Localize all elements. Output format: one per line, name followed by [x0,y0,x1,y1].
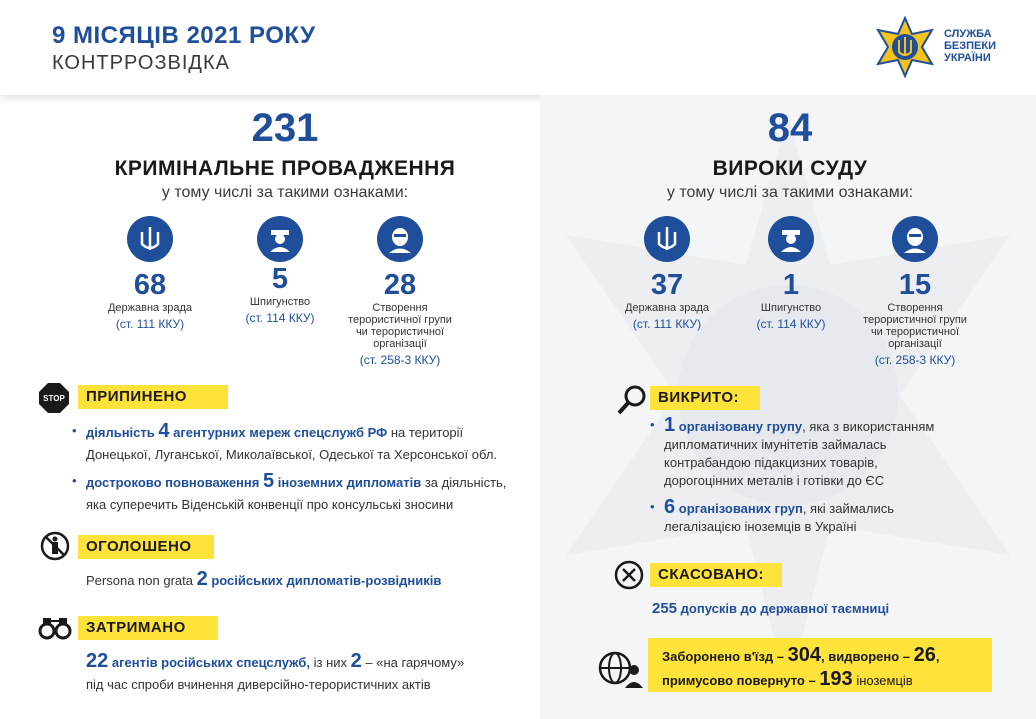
right-section-title: ВИРОКИ СУДУ [712,157,868,180]
detained-text: 22 агентів російських спецслужб, із них 2 – «на гарячому» під час спроби вчинення диверсійно-терористичних актів [86,650,465,692]
tag-cancelled: СКАСОВАНО: [650,563,782,587]
left-section-title: КРИМІНАЛЬНЕ ПРОВАДЖЕННЯ [114,157,456,180]
stat-treason-verdicts: 37 Державна зрада (ст. 111 ККУ) [617,216,717,332]
stat-espionage-verdicts: 1 Шпигунство (ст. 114 ККУ) [741,216,841,332]
trident-icon [644,216,690,262]
org-name: СЛУЖБА БЕЗПЕКИ УКРАЇНИ [944,28,996,64]
stat-terror-group: 28 Створення терористичної групи чи терористичної організації (ст. 258-3 ККУ) [335,216,465,368]
stat-terror-group-verdicts: 15 Створення терористичної групи чи терористичної організації (ст. 258-3 ККУ) [850,216,980,368]
tag-stopped: ПРИПИНЕНО [78,385,228,409]
sbu-emblem-icon [872,16,938,78]
announced-text: Persona non grata 2 російських дипломатів-розвідників [86,568,442,590]
trident-icon [127,216,173,262]
tag-detained: ЗАТРИМАНО [78,616,218,640]
tag-announced: ОГОЛОШЕНО [78,535,214,559]
right-big-number: 84 [767,106,813,150]
page-subtitle: КОНТРРОЗВІДКА [52,52,230,74]
masked-terrorist-icon [377,216,423,262]
stat-espionage: 5 Шпигунство (ст. 114 ККУ) [230,216,330,326]
header [0,0,1036,95]
page-title: 9 МІСЯЦІВ 2021 РОКУ [52,22,316,49]
stopped-bullet-1: • діяльність 4 агентурних мереж спецслужб РФ на території Донецької, Луганської, Миколаївської, Одеської та Херсонської обл. [72,420,498,462]
cancel-x-icon [614,560,644,590]
handcuffs-icon [38,614,72,644]
globe-person-icon [598,648,644,688]
left-section-subtitle: у тому числі за такими ознаками: [161,184,409,201]
no-entry-person-icon [40,531,70,561]
masked-terrorist-icon [892,216,938,262]
tag-exposed: ВИКРИТО: [650,386,760,410]
exposed-bullet-1: • 1 організовану групу, яка з використанням дипломатичних імунітетів займалась контрабандою підакцизних товарів, дорогоцінних металів і готівки до ЄС [650,414,935,488]
stat-treason: 68 Державна зрада (ст. 111 ККУ) [100,216,200,332]
exposed-bullet-2: • 6 організованих груп, які займались легалізацією іноземців в Україні [650,496,895,534]
spy-icon [768,216,814,262]
stop-sign-icon [38,382,70,414]
svg-text:STOP: STOP [43,394,65,403]
right-section-subtitle: у тому числі за такими ознаками: [666,184,914,201]
cancelled-text: 255 допусків до державної таємниці [652,600,890,617]
stopped-bullet-2: • достроково повноваження 5 іноземних дипломатів за діяльність, яка суперечить Віденській конвенції про консульські зносини [72,470,507,512]
magnifier-icon [616,384,648,416]
banner-entry-stats: Заборонено в'їзд – 304, видворено – 26, примусово повернуто – 193 іноземців [648,638,992,692]
spy-icon [257,216,303,262]
left-big-number: 231 [251,106,319,150]
